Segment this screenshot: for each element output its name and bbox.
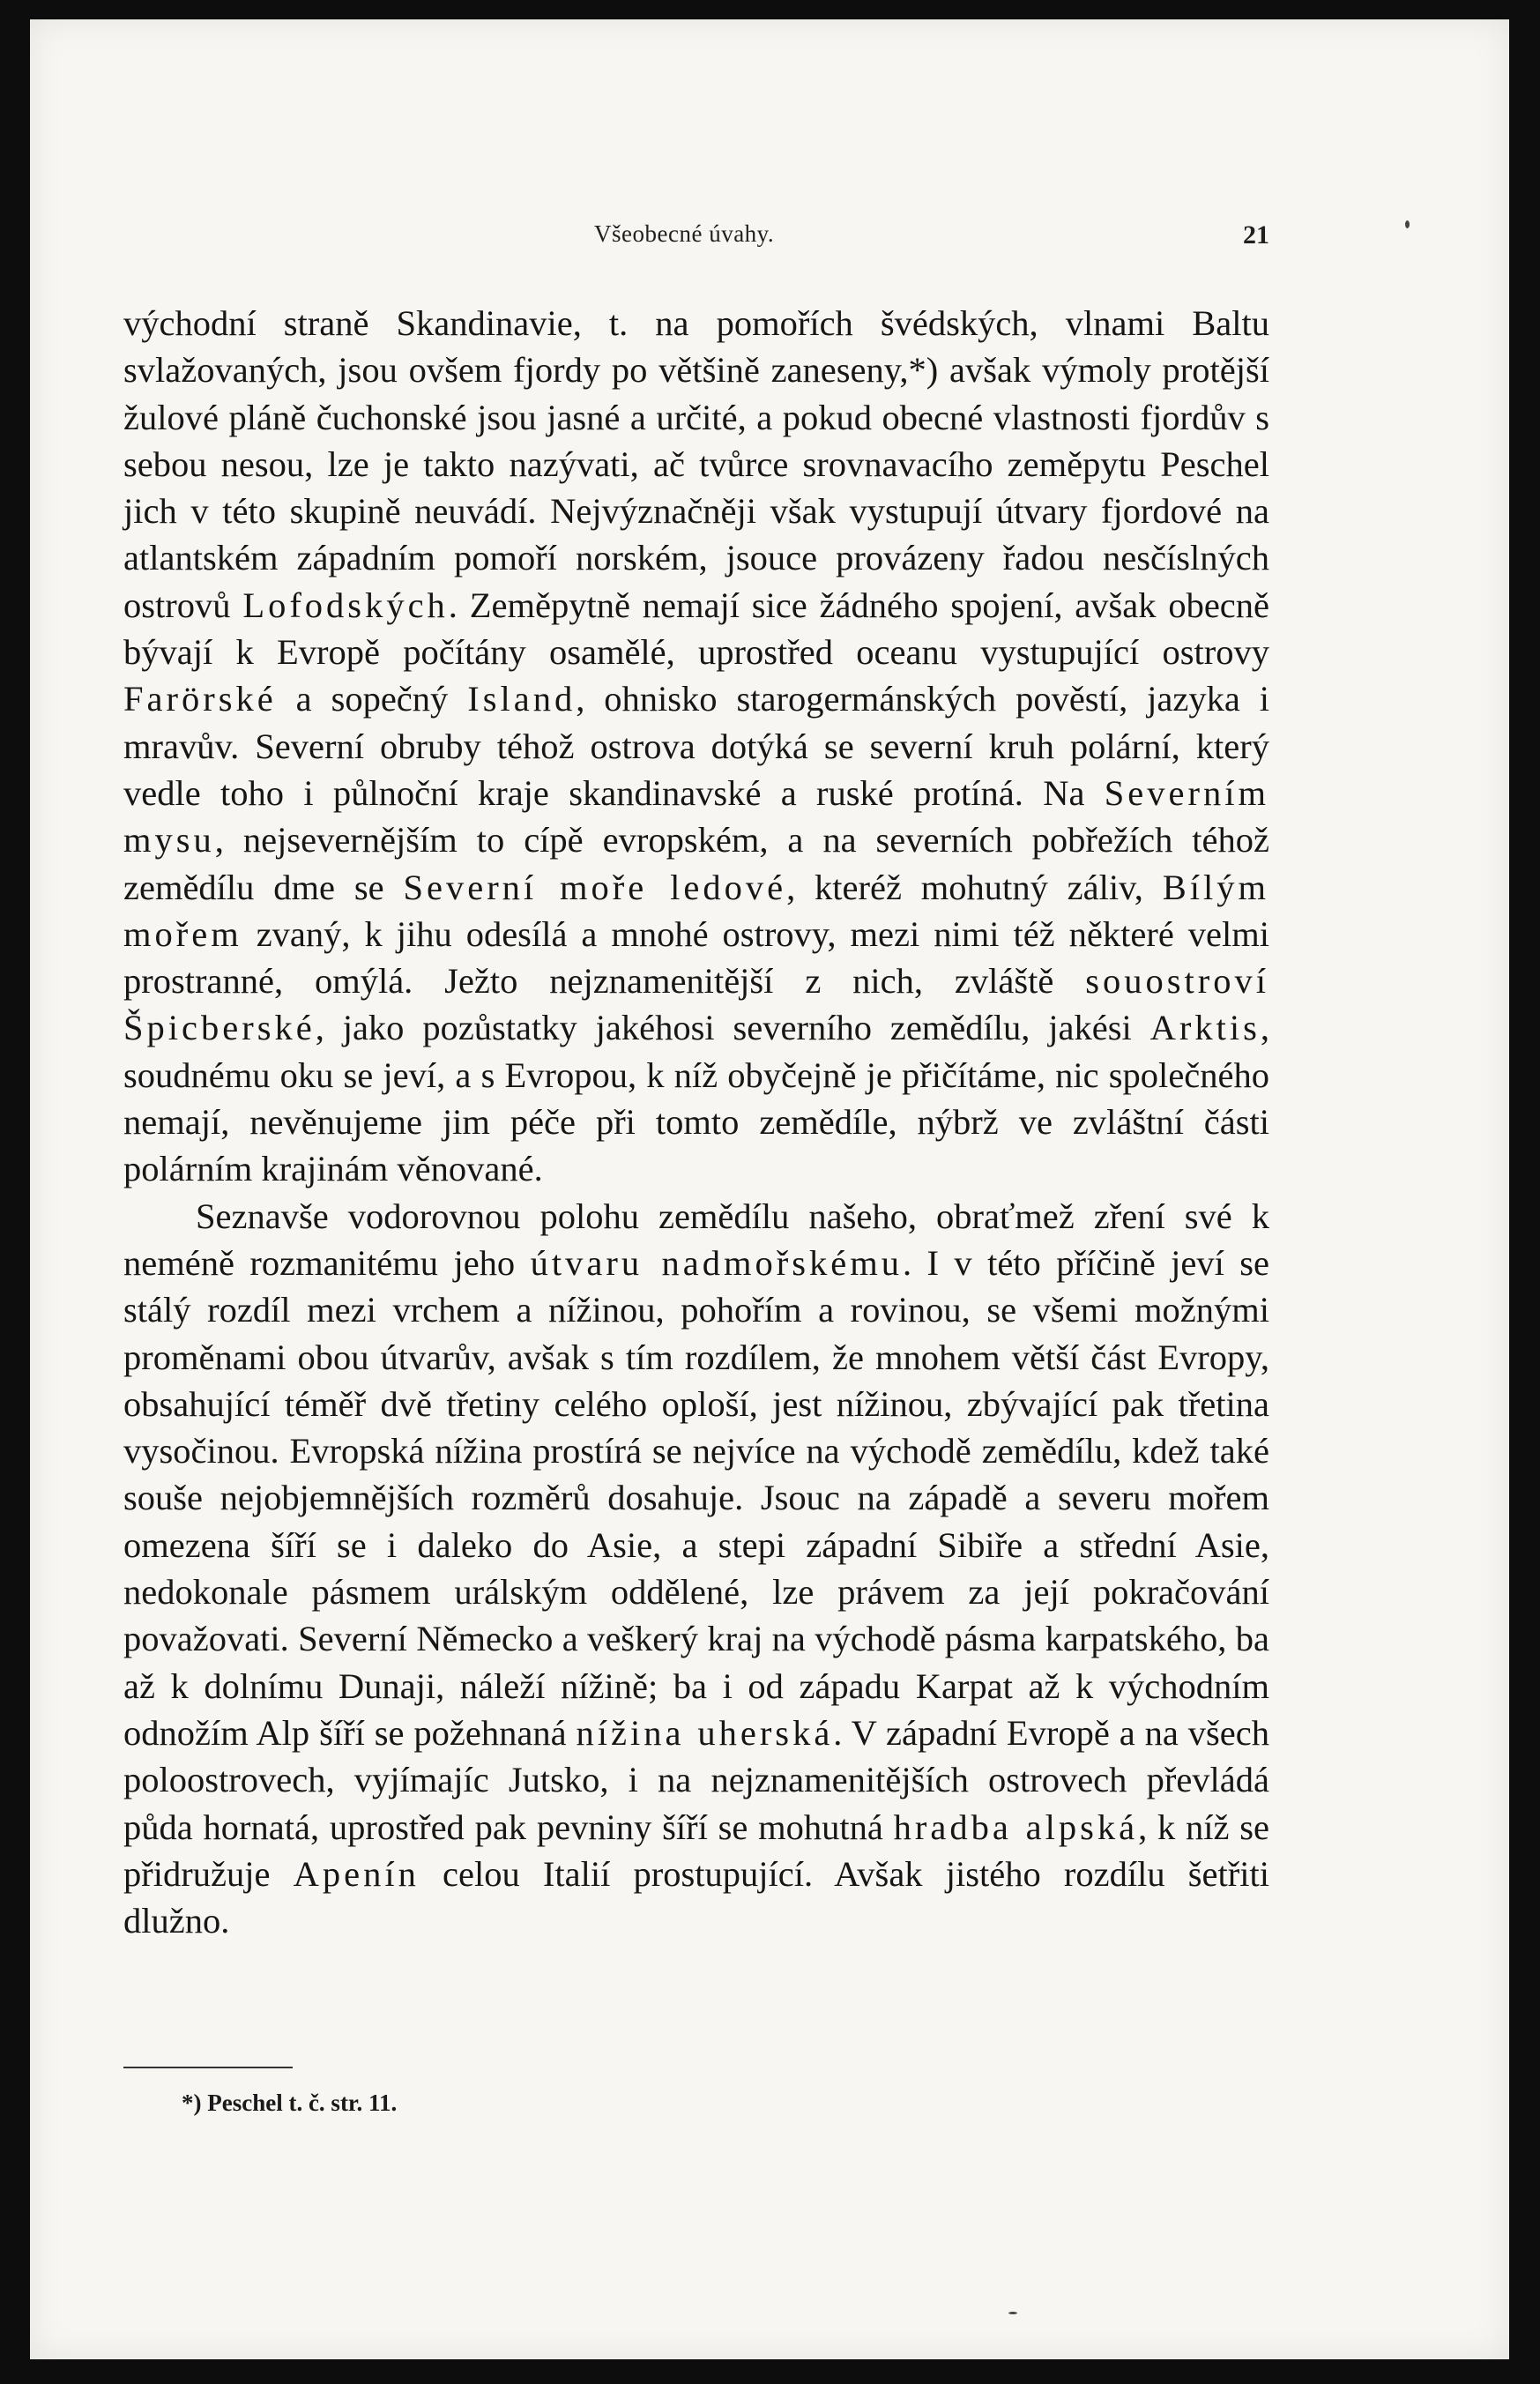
running-title: Všeobecné úvahy. (594, 220, 775, 247)
running-head (123, 219, 1269, 257)
text-run: . Zeměpytně nemají sice žádného spojení, avšak obecně bývají k Evropě počítány osamělé, uprostřed oceanu vystupující ostrovy (123, 585, 1269, 673)
spaced-term-arktis: Arktis (1149, 1008, 1261, 1048)
text-run: . I v této příčině jeví se stálý rozdíl mezi vrchem a nížinou, pohořím a rovinou, se všemi možnými proměnami obou útvarův, avšak s tím rozdílem, že mnohem větší část Evropy, obsahující téměř dvě třetiny celého oploší, jest nížinou, zbývající pak třetina vysočinou. Evropská nížina prostírá se nejvíce na východě zemědílu, kdež také souše nejobjemnějších rozměrů dosahuje. Jsouc na západě a severu mořem omezena šíří se i daleko do Asie, a stepi západní Sibiře a střední Asie, nedokonale pásmem urálským oddělené, lze právem za její pokračování považovati. Severní Německo a veškerý kraj na východě pásma karpatského, ba až k dolnímu Dunaji, náleží nížině; ba i od západu Karpat až k východním odnožím Alp šíří se požehnaná (123, 1242, 1269, 1753)
page-number: 21 (1243, 220, 1269, 250)
text-run: a sopečný (276, 679, 468, 719)
spaced-term-hradba-alpska: hradba alpská (893, 1807, 1139, 1847)
text-run: , soudnému oku se jeví, a s Evropou, k níž obyčejně je přičítáme, nic společného nemají, nevěnujeme jim péče při tomto zemědíle, nýbrž ve zvláštní části polárním krajinám věnované. (123, 1008, 1269, 1189)
spaced-term-nizina-uherska: nížina uherská (576, 1712, 834, 1753)
spaced-term-severni-more-ledove: Severní moře ledové (403, 867, 787, 907)
paragraph-2 (123, 1193, 1269, 1945)
text-run: . V západní Evropě a na všech poloostrovech, vyjímajíc Jutsko, i na nejznamenitějších ostrovech převládá půda hornatá, uprostřed pak pevniny šíří se mohutná (123, 1712, 1269, 1847)
spaced-term-utvaru-nadmorskemu: útvaru nadmořskému (530, 1242, 903, 1283)
print-speck (1008, 2312, 1017, 2314)
body-text (123, 300, 1269, 1944)
spaced-term-bilym-morem: Bílým mořem (123, 867, 1270, 954)
footnote: *) Peschel t. č. str. 11. (182, 2090, 398, 2116)
text-run: , k níž se přidružuje (123, 1807, 1269, 1894)
text-run: východní straně Skandinavie, t. na pomořích švédských, vlnami Baltu svlažovaných, jsou ovšem fjordy po většině zaneseny,*) avšak výmoly protější žulové pláně čuchonské jsou jasné a určité, a pokud obecné vlastnosti fjordův s sebou nesou, lze je takto nazývati, ač tvůrce srovnavacího zeměpytu Peschel jich v této skupině neuvádí. Nejvýznačněji však vystupují útvary fjordové na atlantském západním pomoří norském, jsouce provázeny řadou nesčíslných ostrovů (123, 303, 1269, 625)
text-run: , jako pozůstatky jakéhosi severního zemědílu, jakési (315, 1008, 1150, 1048)
text-run: zvaný, k jihu odesílá a mnohé ostrovy, mezi nimi též některé velmi prostranné, omýlá. Ježto nejznamenitější z nich, zvláště (123, 913, 1269, 1002)
text-run: Seznavše vodorovnou polohu zemědílu našeho, obraťmež zření své k neméně rozmanitému jeho (123, 1196, 1269, 1283)
paragraph-1 (123, 300, 1269, 1193)
spaced-term-souostrovi-spicberske: souostroví Špicberské (123, 961, 1269, 1048)
text-run: celou Italií prostupující. Avšak jistého rozdílu šetřiti dlužno. (123, 1853, 1269, 1941)
spaced-term-farorske: Farörské (123, 679, 277, 719)
text-run: , nejsevernějším to cípě evropském, a na severních pobřežích téhož zemědílu dme se (123, 820, 1269, 907)
spaced-term-severni-mys: Severním mysu (123, 772, 1269, 860)
print-speck (1405, 220, 1410, 228)
spaced-term-apenin: Apenín (293, 1853, 420, 1894)
text-run: , kteréž mohutný záliv, (786, 867, 1163, 907)
text-run: , ohnisko starogermánských pověstí, jazyka i mravův. Severní obruby téhož ostrova dotýká se severní kruh polární, který vedle toho i půlnoční kraje skandinavské a ruské protíná. Na (123, 679, 1269, 813)
spaced-term-island: Island (467, 679, 577, 719)
spaced-term-lofodskych: Lofodských (242, 585, 449, 625)
footnote-rule (123, 2067, 293, 2068)
